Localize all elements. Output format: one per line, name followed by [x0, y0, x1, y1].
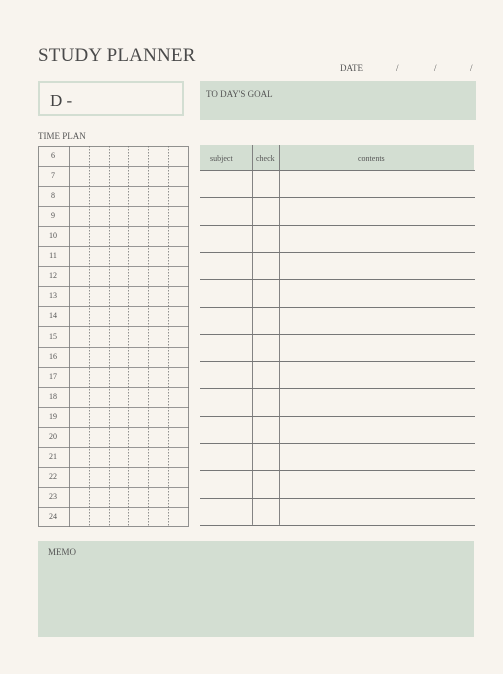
d-day-box[interactable]: [38, 81, 184, 116]
time-plan-label: TIME PLAN: [38, 131, 86, 141]
hour-label: 15: [49, 331, 57, 341]
todays-goal-label: TO DAY'S GOAL: [206, 89, 273, 99]
hour-label: 13: [49, 291, 57, 301]
hour-label: 20: [49, 431, 57, 441]
hour-label: 21: [49, 451, 57, 461]
subject-header: subject: [210, 154, 233, 163]
date-separator: /: [470, 63, 473, 73]
contents-header: contents: [358, 154, 385, 163]
hour-label: 11: [49, 251, 57, 261]
hour-label: 8: [51, 191, 55, 201]
hour-label: 9: [51, 211, 55, 221]
page-title: STUDY PLANNER: [38, 45, 196, 66]
check-header: check: [256, 154, 275, 163]
time-plan-grid[interactable]: [38, 146, 189, 527]
hour-label: 14: [49, 311, 57, 321]
hour-label: 19: [49, 411, 57, 421]
hour-label: 24: [49, 511, 57, 521]
subject-table-lines: [200, 145, 475, 526]
hour-label: 17: [49, 371, 57, 381]
memo-label: MEMO: [48, 547, 77, 557]
hour-label: 10: [49, 231, 57, 241]
memo-box[interactable]: [38, 541, 474, 637]
date-separator: /: [396, 63, 399, 73]
hour-label: 7: [51, 171, 55, 181]
hour-label: 22: [49, 471, 57, 481]
date-label: DATE: [340, 63, 363, 73]
hour-label: 12: [49, 271, 57, 281]
todays-goal-box[interactable]: [200, 81, 476, 120]
hour-label: 6: [51, 151, 55, 161]
date-separator: /: [434, 63, 437, 73]
hour-label: 23: [49, 491, 57, 501]
hour-label: 18: [49, 391, 57, 401]
d-day-label: D -: [50, 91, 73, 110]
hour-label: 16: [49, 351, 57, 361]
